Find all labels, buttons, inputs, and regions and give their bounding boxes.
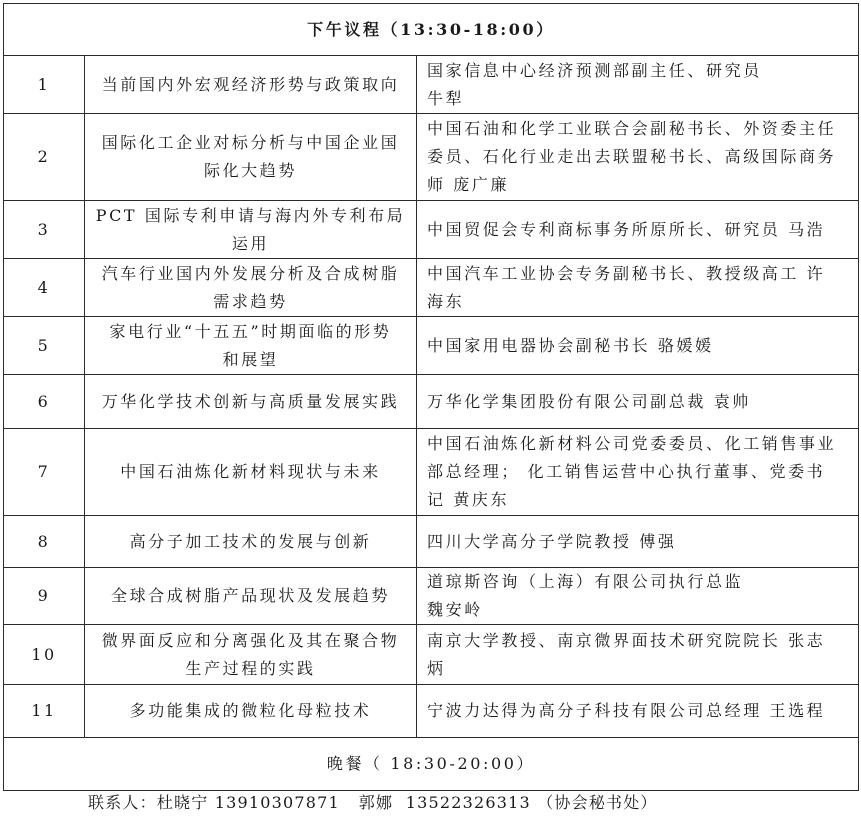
contact-line [88, 791, 658, 815]
speaker-line: 万华化学集团股份有限公司副总裁 袁帅 [427, 391, 751, 411]
agenda-row [4, 259, 859, 317]
speaker-line: 道琼斯咨询（上海）有限公司执行总监 [427, 572, 744, 591]
topic-cell [85, 685, 417, 738]
speaker-cell [417, 429, 859, 516]
topic-line: 汽车行业国内外发展分析及合成树脂 [101, 263, 400, 283]
speaker-cell [417, 259, 859, 317]
topic-cell [85, 317, 417, 375]
agenda-row [4, 429, 859, 516]
contact-phone-1: 13910307871 [214, 793, 340, 812]
agenda-table [3, 3, 859, 791]
speaker-line: 牛犁 [427, 88, 465, 108]
row-number: 1 [4, 56, 85, 114]
topic-line: 中国石油炼化新材料现状与未来 [120, 462, 381, 481]
topic-line: PCT 国际专利申请与海内外专利布局 [95, 205, 406, 225]
topic-cell [85, 568, 417, 625]
topic-cell [85, 429, 417, 516]
speaker-line: 中国家用电器协会副秘书长 骆媛媛 [427, 335, 714, 355]
speaker-cell [417, 317, 859, 375]
agenda-footer-row [4, 738, 859, 791]
speaker-line: 国家信息中心经济预测部副主任、研究员 [427, 60, 762, 80]
topic-line: 万华化学技术创新与高质量发展实践 [101, 391, 400, 411]
topic-line: 多功能集成的微粒化母粒技术 [129, 701, 372, 720]
topic-line: 微界面反应和分离强化及其在聚合物 [101, 630, 400, 650]
row-number: 4 [4, 259, 85, 317]
topic-line: 和展望 [222, 349, 279, 369]
speaker-line: 魏安岭 [427, 600, 483, 619]
row-number: 5 [4, 317, 85, 375]
agenda-header-row [4, 4, 859, 56]
topic-cell [85, 375, 417, 429]
speaker-line: 中国石油和化学工业联合会副秘书长、外资委主任 [427, 119, 837, 138]
agenda-row [4, 375, 859, 429]
row-number: 3 [4, 201, 85, 259]
speaker-line: 炳 [427, 658, 446, 678]
agenda-row [4, 56, 859, 114]
row-number: 6 [4, 375, 85, 429]
agenda-row [4, 516, 859, 568]
speaker-line: 海东 [427, 291, 465, 311]
agenda-row [4, 568, 859, 625]
topic-line: 运用 [231, 233, 270, 253]
speaker-line: 记 黄庆东 [427, 490, 510, 509]
agenda-row [4, 625, 859, 685]
agenda-row [4, 114, 859, 201]
speaker-cell [417, 625, 859, 685]
topic-cell [85, 114, 417, 201]
speaker-line: 中国汽车工业协会专务副秘书长、教授级高工 许 [427, 263, 826, 283]
row-number: 9 [4, 568, 85, 625]
speaker-cell [417, 114, 859, 201]
speaker-cell [417, 685, 859, 738]
row-number: 10 [4, 625, 85, 685]
dinner-time: 晚餐（ 18:30-20:00） [4, 738, 859, 791]
speaker-line: 师 庞广廉 [427, 175, 510, 194]
contact-person-2: 郭娜 [358, 793, 394, 812]
row-number: 8 [4, 516, 85, 568]
speaker-line: 四川大学高分子学院教授 傅强 [427, 531, 677, 551]
topic-line: 当前国内外宏观经济形势与政策取向 [101, 74, 400, 94]
contact-label: 联系人： [88, 793, 157, 812]
agenda-row [4, 317, 859, 375]
contact-phone-2: 13522326313 [405, 793, 531, 812]
topic-line: 全球合成树脂产品现状及发展趋势 [110, 586, 390, 605]
agenda-row [4, 201, 859, 259]
topic-cell [85, 516, 417, 568]
speaker-line: 南京大学教授、南京微界面技术研究院院长 张志 [427, 630, 826, 650]
contact-organization: （协会秘书处） [537, 793, 658, 812]
contact-person-1: 杜晓宁 [156, 793, 209, 812]
row-number: 11 [4, 685, 85, 738]
speaker-cell [417, 516, 859, 568]
topic-cell [85, 201, 417, 259]
speaker-line: 委员、石化行业走出去联盟秘书长、高级国际商务 [427, 147, 837, 166]
topic-cell [85, 259, 417, 317]
topic-line: 国际化工企业对标分析与中国企业国 [101, 133, 400, 152]
topic-line: 高分子加工技术的发展与创新 [129, 531, 372, 551]
speaker-cell [417, 56, 859, 114]
topic-cell [85, 625, 417, 685]
speaker-cell [417, 375, 859, 429]
speaker-line: 中国石油炼化新材料公司党委委员、化工销售事业 [427, 434, 837, 453]
topic-line: 生产过程的实践 [185, 658, 316, 678]
topic-line: 际化大趋势 [203, 161, 297, 180]
topic-cell [85, 56, 417, 114]
speaker-line: 宁波力达得为高分子科技有限公司总经理 王选程 [427, 701, 826, 720]
speaker-line: 中国贸促会专利商标事务所原所长、研究员 马浩 [427, 219, 826, 239]
agenda-title: 下午议程（13:30-18:00） [4, 4, 859, 56]
row-number: 7 [4, 429, 85, 516]
agenda-row [4, 685, 859, 738]
speaker-cell [417, 201, 859, 259]
topic-line: 家电行业“十五五”时期面临的形势 [109, 321, 392, 341]
speaker-cell [417, 568, 859, 625]
row-number: 2 [4, 114, 85, 201]
topic-line: 需求趋势 [213, 291, 288, 311]
speaker-line: 部总经理； 化工销售运营中心执行董事、党委书 [427, 462, 826, 481]
